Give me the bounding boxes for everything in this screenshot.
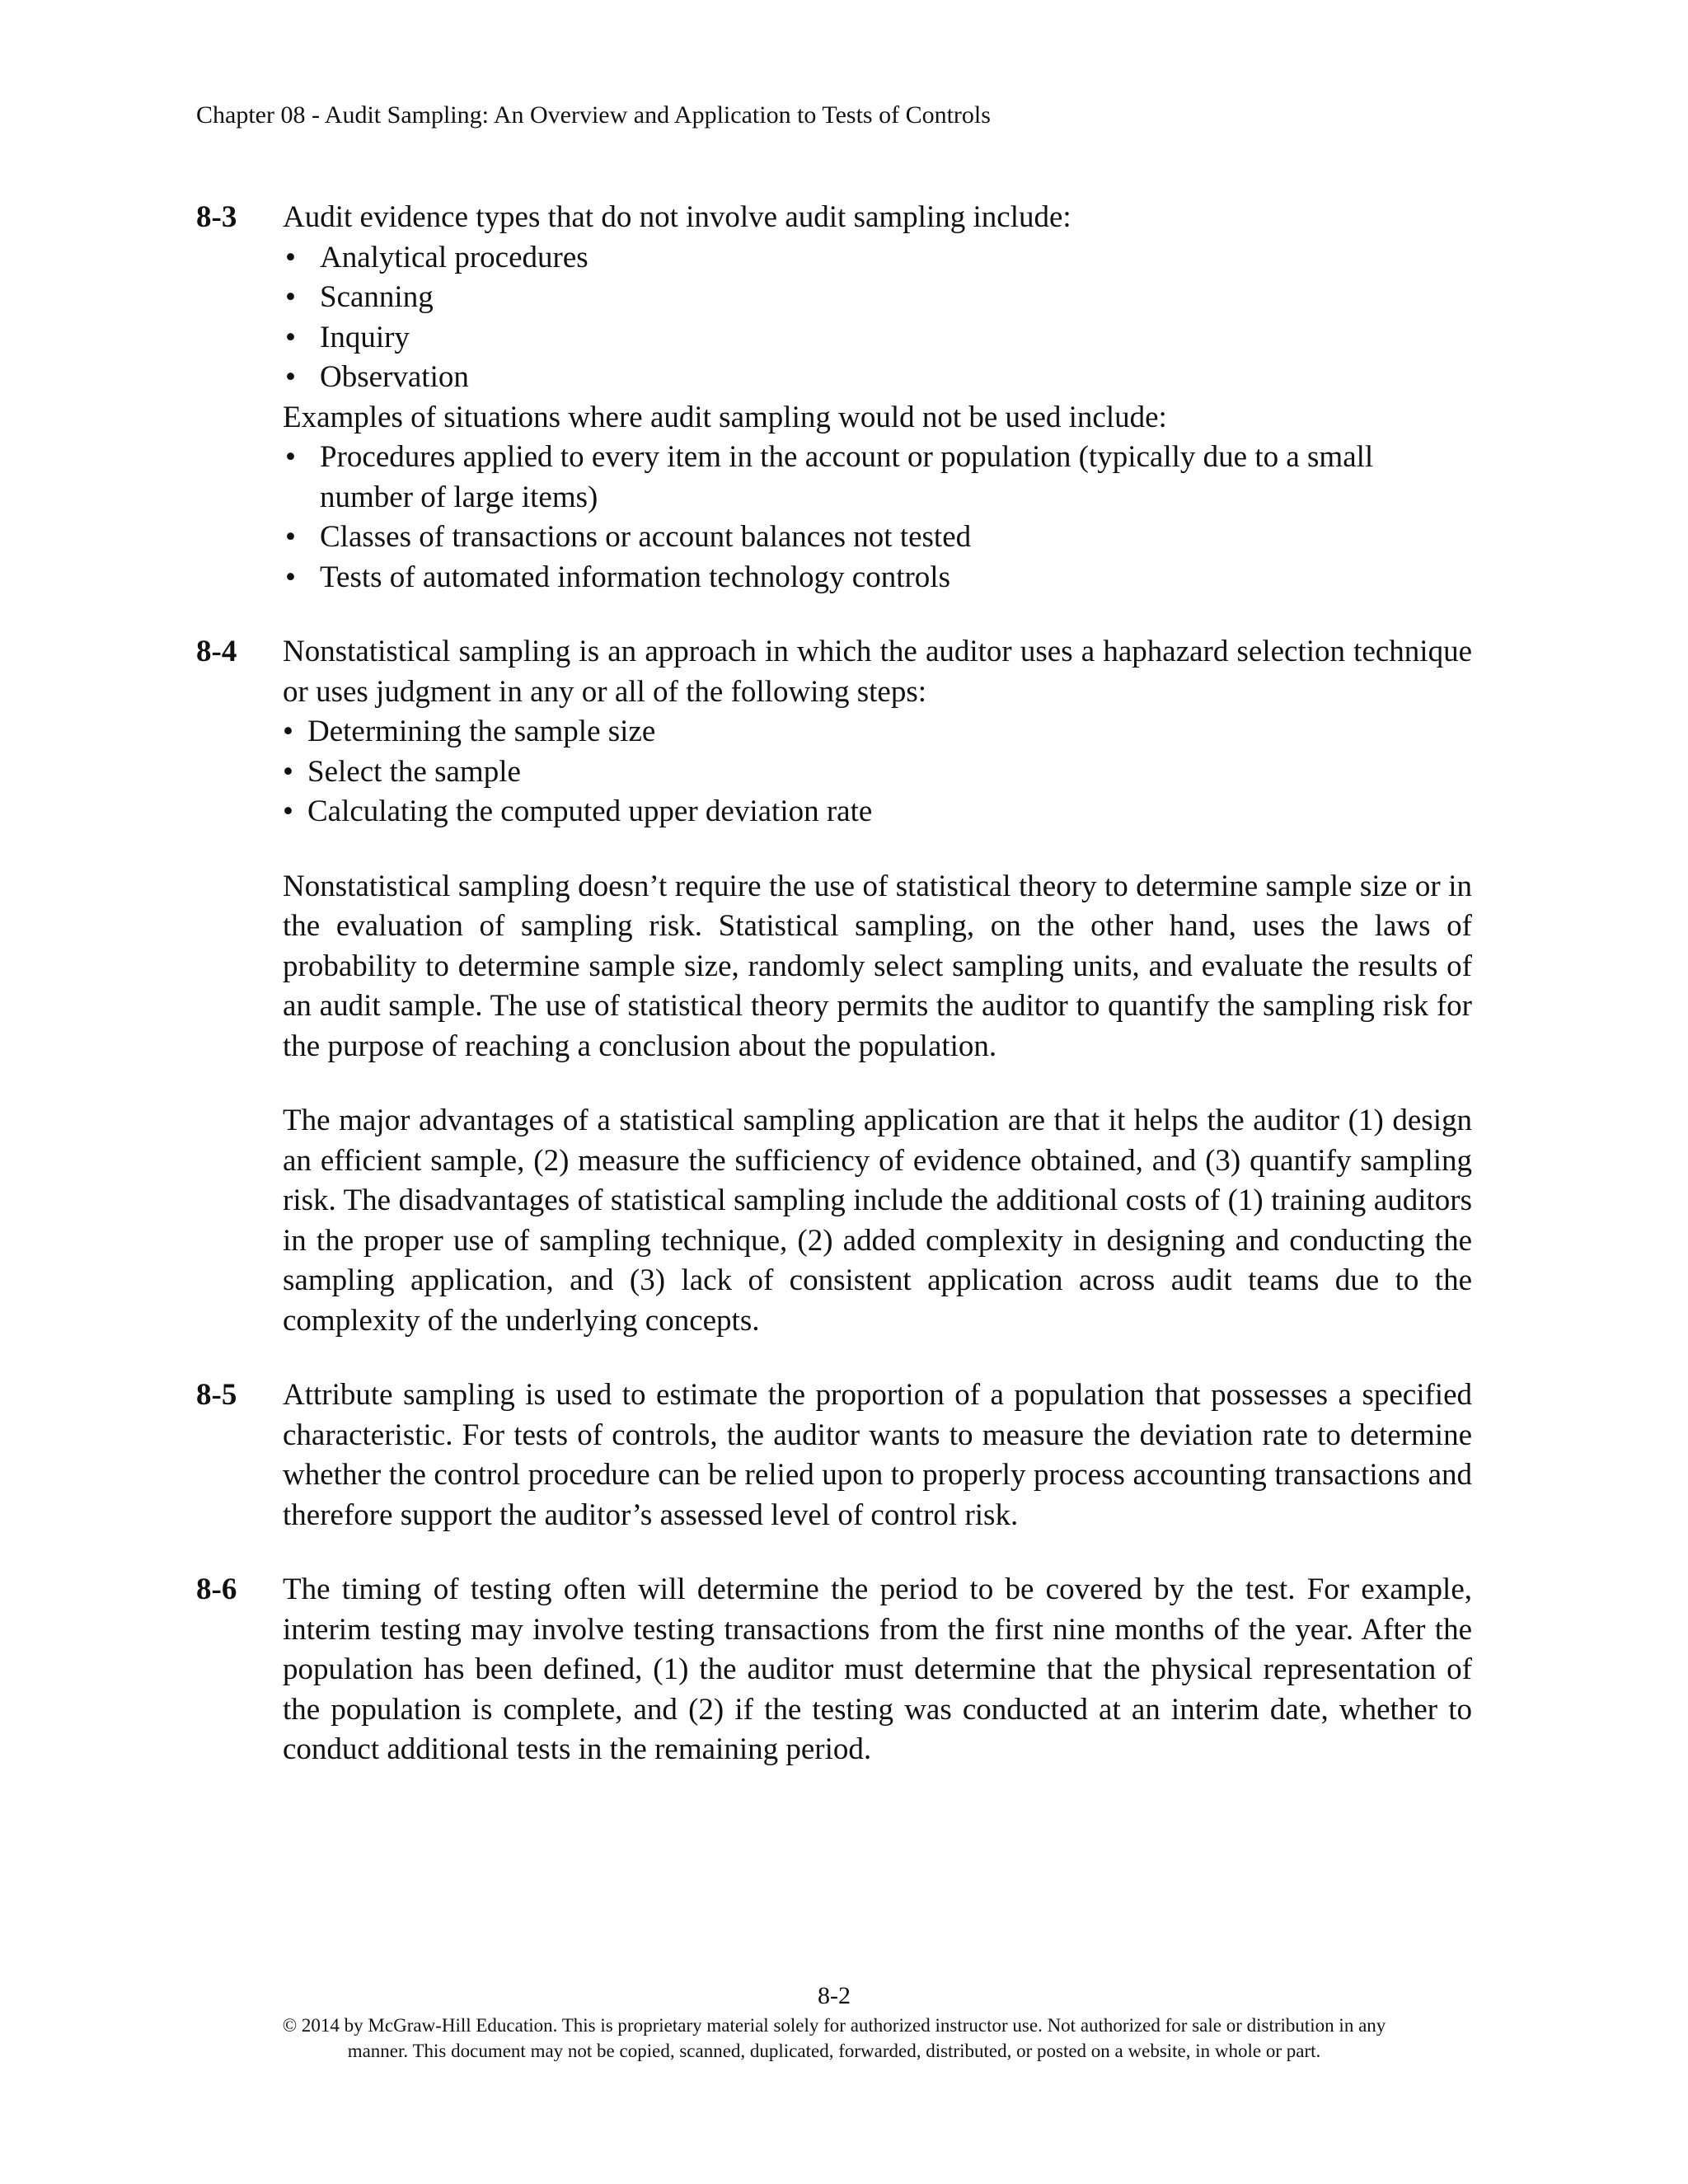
list-item: • Determining the sample size bbox=[283, 712, 1472, 752]
paragraph: Nonstatistical sampling doesn’t require the use of statistical theory to determine sample size or in the evaluation of sampling risk. Statistical sampling, on the other hand, uses the laws of probability to determine sample size, randomly select sampling units, and evaluate the results of an audit sample. The use of statistical theory permits the auditor to quantify the sampling risk for the purpose of reaching a conclusion about the population. bbox=[283, 869, 1472, 1063]
list-item: • Classes of transactions or account balances not tested bbox=[283, 518, 1472, 558]
page-footer bbox=[196, 1980, 1472, 2064]
list-item: • Tests of automated information technology controls bbox=[283, 558, 1472, 598]
paragraph: The timing of testing often will determine the period to be covered by the test. For example, interim testing may involve testing transactions from the first nine months of the year. After the population has been defined, (1) the auditor must determine that the physical representation of the population is complete, and (2) if the testing was conducted at an interim date, whether to conduct additional tests in the remaining period. bbox=[283, 1572, 1472, 1766]
list-item: • Inquiry bbox=[283, 318, 1472, 359]
question-number: 8-3 bbox=[196, 200, 237, 234]
list-item: • Scanning bbox=[283, 278, 1472, 318]
page-number: 8-2 bbox=[818, 1982, 851, 2009]
situations-list bbox=[283, 438, 1472, 598]
question-body bbox=[283, 1376, 1472, 1535]
page-header: Chapter 08 - Audit Sampling: An Overview and Application to Tests of Controls bbox=[196, 101, 991, 129]
question-body bbox=[283, 632, 1472, 1341]
paragraph: The major advantages of a statistical sampling application are that it helps the auditor (1) design an efficient sample, (2) measure the sufficiency of evidence obtained, and (3) quantify sampling risk. The disadvantages of statistical sampling include the additional costs of (1) training auditors in the proper use of sampling technique, (2) added complexity in designing and conducting the sampling application, and (3) lack of consistent application across audit teams due to the complexity of the underlying concepts. bbox=[283, 1104, 1472, 1338]
question-number: 8-5 bbox=[196, 1378, 237, 1412]
copyright-line: © 2014 by McGraw-Hill Education. This is proprietary material solely for authorized instructor use. Not authorized for sale or distribution in any bbox=[282, 2015, 1386, 2036]
question-number: 8-6 bbox=[196, 1572, 237, 1606]
question-intro: Audit evidence types that do not involve audit sampling include: bbox=[283, 200, 1071, 234]
question-8-3 bbox=[196, 198, 1472, 598]
list-item: • Observation bbox=[283, 358, 1472, 398]
evidence-types-list bbox=[283, 238, 1472, 398]
question-body bbox=[283, 198, 1472, 598]
steps-list bbox=[283, 712, 1472, 832]
question-8-6 bbox=[196, 1570, 1472, 1770]
question-8-5 bbox=[196, 1376, 1472, 1535]
copyright-line: manner. This document may not be copied, scanned, duplicated, forwarded, distributed, or posted on a website, in whole or part. bbox=[347, 2041, 1321, 2061]
question-body bbox=[283, 1570, 1472, 1770]
paragraph: Attribute sampling is used to estimate the proportion of a population that possesses a specified characteristic. For tests of controls, the auditor wants to measure the deviation rate to determine whether the control procedure can be relied upon to properly process accounting transactions and therefore support the auditor’s assessed level of control risk. bbox=[283, 1378, 1472, 1532]
situations-intro: Examples of situations where audit sampling would not be used include: bbox=[283, 400, 1167, 434]
question-intro: Nonstatistical sampling is an approach in which the auditor uses a haphazard selection technique or uses judgment in any or all of the following steps: bbox=[283, 635, 1472, 709]
list-item: • Select the sample bbox=[283, 752, 1472, 793]
list-item: • Procedures applied to every item in the account or population (typically due to a small number of large items) bbox=[283, 438, 1472, 518]
document-body bbox=[196, 198, 1472, 1805]
list-item: • Analytical procedures bbox=[283, 238, 1472, 279]
question-8-4 bbox=[196, 632, 1472, 1341]
list-item: • Calculating the computed upper deviation rate bbox=[283, 792, 1472, 832]
question-number: 8-4 bbox=[196, 635, 237, 668]
